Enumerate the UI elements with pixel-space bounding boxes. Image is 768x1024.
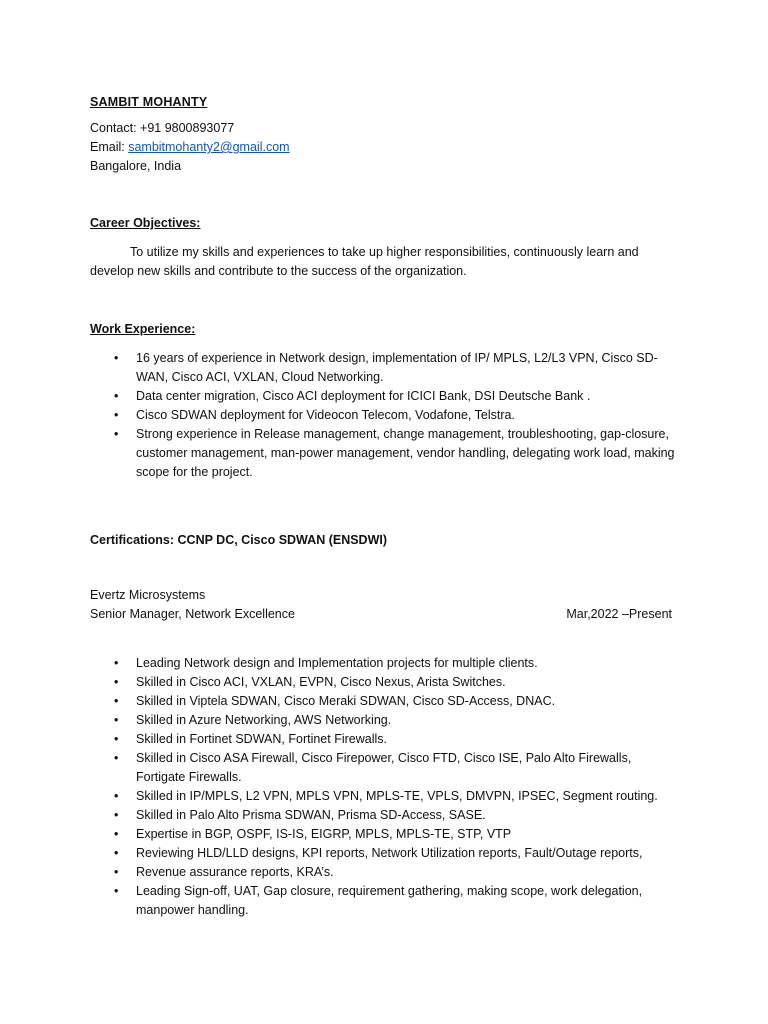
bullet-icon: • [114,427,119,441]
list-item: • Skilled in Cisco ASA Firewall, Cisco Firepower, Cisco FTD, Cisco ISE, Palo Alto Firewalls, Fortigate Firewalls. [114,751,632,784]
list-item: • Skilled in Fortinet SDWAN, Fortinet Firewalls. [90,730,680,749]
list-item: • Skilled in Palo Alto Prisma SDWAN, Prisma SD-Access, SASE. [90,806,680,825]
email-label: Email: [90,140,129,154]
job-dates: Mar,2022 –Present [566,607,672,621]
company-name: Evertz Microsystems [90,588,206,602]
list-item: • Leading Sign-off, UAT, Gap closure, requirement gathering, making scope, work delegation, manpower handling. [114,884,643,917]
bullet-icon: • [114,732,119,746]
list-item: • Leading Network design and Implementation projects for multiple clients. [90,654,680,673]
list-item: • 16 years of experience in Network design, implementation of IP/ MPLS, L2/L3 VPN, Cisco SD-WAN, Cisco ACI, VXLAN, Cloud Networking. [114,351,658,384]
career-objectives-heading: Career Objectives: [90,216,201,230]
bullet-icon: • [114,656,119,670]
bullet-icon: • [114,827,119,841]
email-link[interactable]: sambitmohanty2@gmail.com [128,140,290,154]
phone-line: Contact: +91 9800893077 [90,121,235,135]
bullet-icon: • [114,408,119,422]
email-line [90,138,290,157]
work-experience-list [90,349,680,482]
bullet-icon: • [114,351,119,365]
list-item: • Skilled in Cisco ACI, VXLAN, EVPN, Cisco Nexus, Arista Switches. [90,673,680,692]
job-responsibilities-list [90,654,680,920]
bullet-icon: • [114,846,119,860]
list-item: • Revenue assurance reports, KRA’s. [90,863,680,882]
bullet-icon: • [114,808,119,822]
list-item: • Skilled in Viptela SDWAN, Cisco Meraki SDWAN, Cisco SD-Access, DNAC. [90,692,680,711]
list-item: • Cisco SDWAN deployment for Videocon Telecom, Vodafone, Telstra. [90,406,680,425]
location-line: Bangalore, India [90,159,182,173]
career-objectives-text [90,243,670,281]
career-objectives-body: To utilize my skills and experiences to take up higher responsibilities, continuously learn and develop new skills and contribute to the success of the organization. [90,245,639,278]
list-item: • Skilled in Azure Networking, AWS Networking. [90,711,680,730]
work-experience-heading: Work Experience: [90,322,196,336]
bullet-icon: • [114,865,119,879]
contact-block [90,119,290,176]
bullet-icon: • [114,789,119,803]
bullet-icon: • [114,694,119,708]
job-title: Senior Manager, Network Excellence [90,607,295,621]
job-role-line [90,605,672,624]
list-item: • Skilled in IP/MPLS, L2 VPN, MPLS VPN, MPLS-TE, VPLS, DMVPN, IPSEC, Segment routing. [90,787,680,806]
list-item: • Reviewing HLD/LLD designs, KPI reports, Network Utilization reports, Fault/Outage reports, [90,844,680,863]
bullet-icon: • [114,884,119,898]
bullet-icon: • [114,713,119,727]
list-item: • Expertise in BGP, OSPF, IS-IS, EIGRP, MPLS, MPLS-TE, STP, VTP [90,825,680,844]
bullet-icon: • [114,751,119,765]
certifications-line: Certifications: CCNP DC, Cisco SDWAN (ENSDWI) [90,533,388,547]
list-item: • Strong experience in Release management, change management, troubleshooting, gap-closure, customer management, man-power management, vendor handling, delegating work load, making scope for the project. [114,427,675,479]
list-item: • Data center migration, Cisco ACI deployment for ICICI Bank, DSI Deutsche Bank . [90,387,680,406]
candidate-name: SAMBIT MOHANTY [90,95,208,109]
bullet-icon: • [114,675,119,689]
bullet-icon: • [114,389,119,403]
